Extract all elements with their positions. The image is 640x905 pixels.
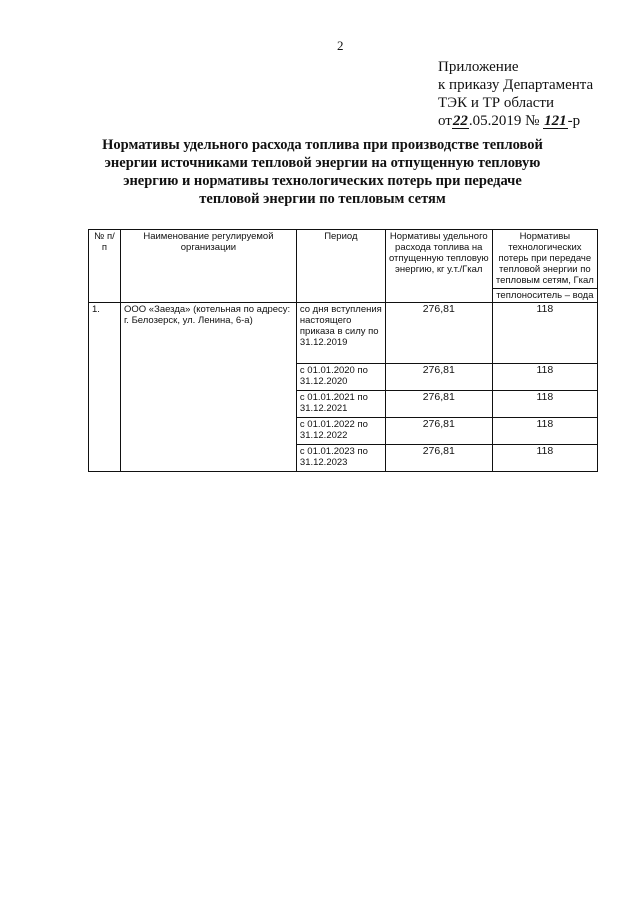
fuel-norm-cell: 276,81 (385, 303, 492, 364)
loss-norm-cell: 118 (492, 303, 597, 364)
header-loss-text: Нормативы технологических потерь при передаче тепловой энергии по тепловым сетям, Гкал (495, 231, 594, 286)
loss-norm-cell: 118 (492, 418, 597, 445)
fuel-norm-cell: 276,81 (385, 418, 492, 445)
period-cell: с 01.01.2022 по 31.12.2022 (296, 418, 385, 445)
loss-norm-cell: 118 (492, 391, 597, 418)
organization-cell: ООО «Заезда» (котельная по адресу: г. Белозерск, ул. Ленина, 6-а) (120, 303, 296, 472)
period-cell: со дня вступления настоящего приказа в силу по 31.12.2019 (296, 303, 385, 364)
appendix-block (438, 58, 593, 130)
table-header-row (89, 230, 598, 303)
header-period: Период (296, 230, 385, 303)
header-fuel-norm: Нормативы удельного расхода топлива на отпущенную тепловую энергию, кг у.т./Гкал (385, 230, 492, 303)
loss-norm-cell: 118 (492, 364, 597, 391)
row-number: 1. (89, 303, 121, 472)
appendix-date-line (438, 112, 593, 130)
period-cell: с 01.01.2020 по 31.12.2020 (296, 364, 385, 391)
date-day-handwritten: 22 (452, 113, 468, 129)
header-loss-norm (492, 230, 597, 303)
period-cell: с 01.01.2021 по 31.12.2021 (296, 391, 385, 418)
order-number-handwritten: 121 (544, 113, 567, 129)
date-rest: .05.2019 № (468, 113, 540, 129)
fuel-norm-cell: 276,81 (385, 364, 492, 391)
norms-table (88, 229, 598, 472)
header-organization: Наименование регулируемой организации (120, 230, 296, 303)
loss-norm-cell: 118 (492, 445, 597, 472)
appendix-line-3: ТЭК и ТР области (438, 95, 554, 111)
appendix-line-1: Приложение (438, 59, 519, 75)
header-loss-carrier: теплоноситель – вода (493, 288, 597, 301)
date-prefix: от (438, 113, 452, 129)
page-number: 2 (337, 38, 344, 53)
header-num: № п/п (89, 230, 121, 303)
period-cell: с 01.01.2023 по 31.12.2023 (296, 445, 385, 472)
document-title: Нормативы удельного расхода топлива при производстве тепловой энергии источниками тепловой энергии на отпущенную тепловую энергию и нормативы технологических потерь при передаче тепловой энергии по тепловым сетям (102, 137, 543, 207)
table-row (89, 303, 598, 364)
order-suffix: -р (567, 113, 581, 129)
fuel-norm-cell: 276,81 (385, 445, 492, 472)
appendix-line-2: к приказу Департамента (438, 77, 594, 93)
fuel-norm-cell: 276,81 (385, 391, 492, 418)
